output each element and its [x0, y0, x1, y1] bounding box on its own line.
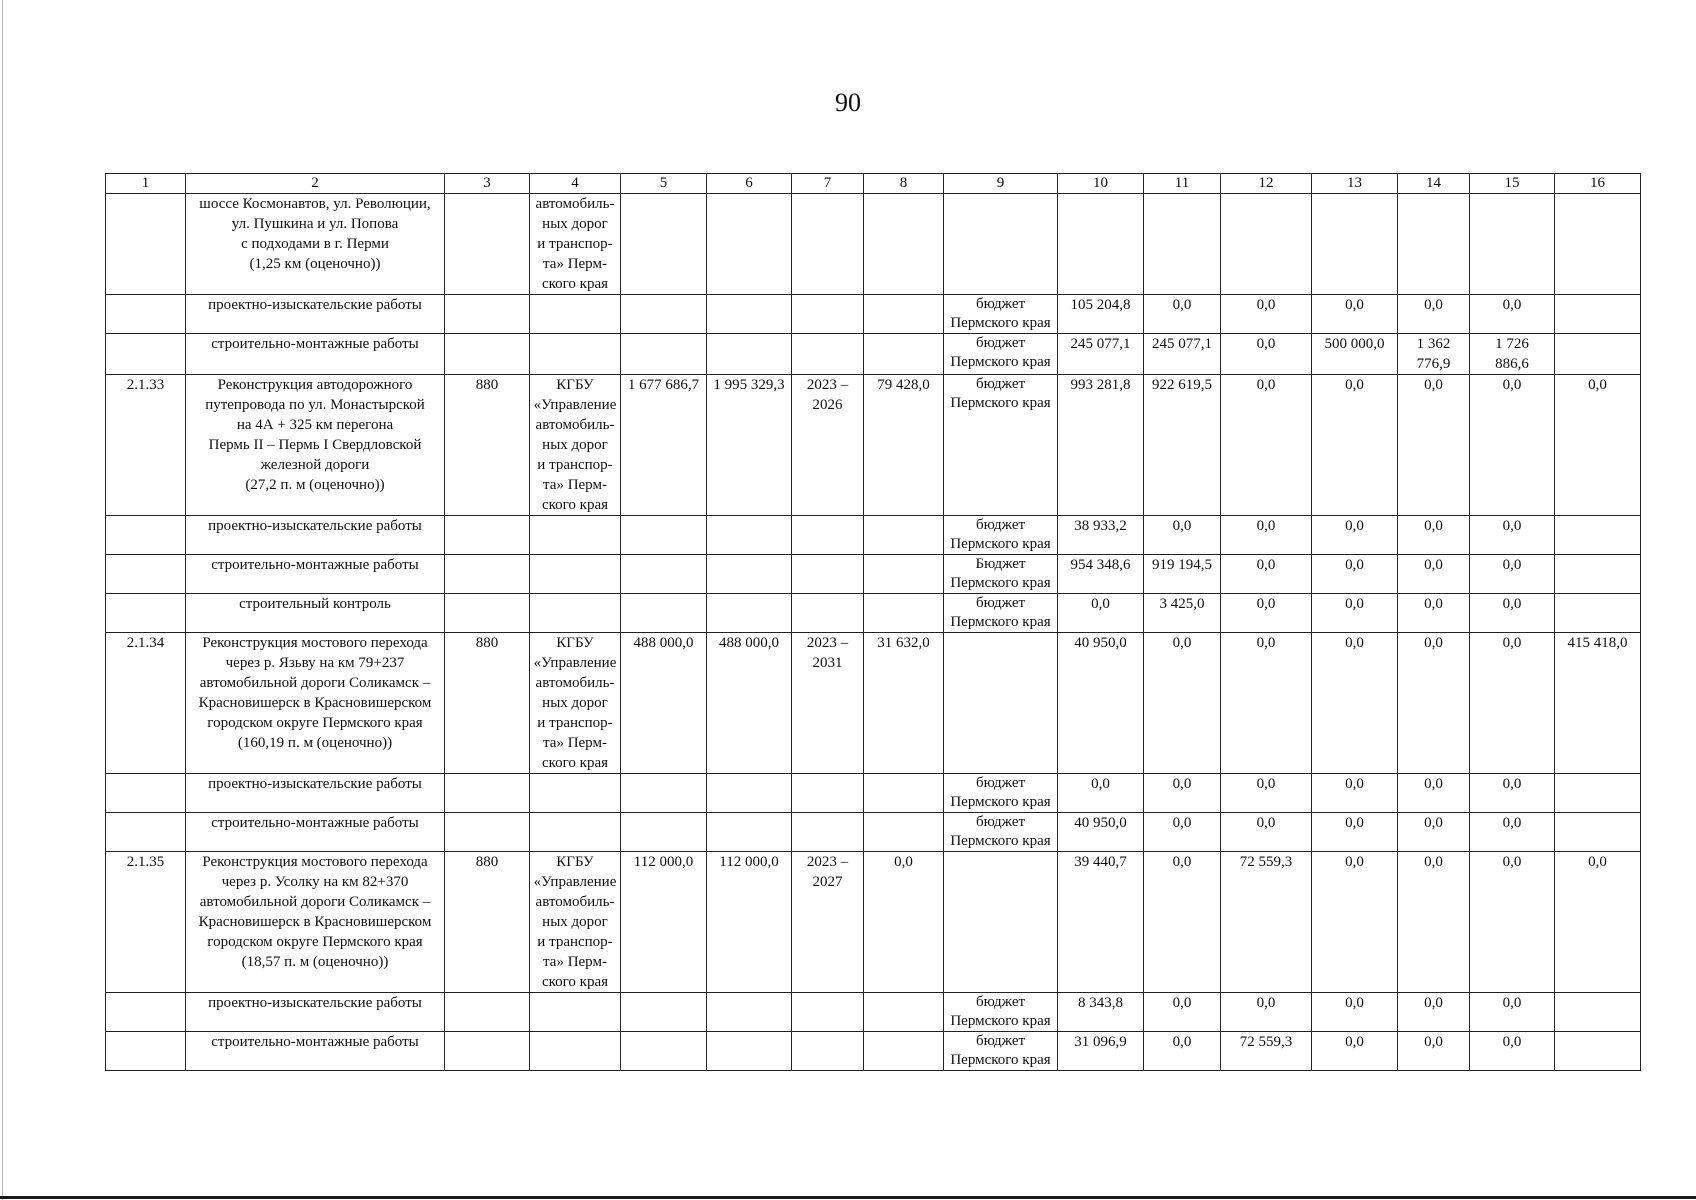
page-number: 90 — [835, 88, 861, 117]
scan-edge — [2, 0, 3, 1200]
cell-col-15: 0,0 — [1470, 1032, 1555, 1071]
cell-col-15: 0,0 — [1470, 555, 1555, 594]
table-row — [106, 516, 1641, 555]
cell-col-6 — [707, 594, 792, 633]
cell-col-2: строительно-монтажные работы — [186, 1032, 445, 1071]
cell-col-15: 0,0 — [1470, 993, 1555, 1032]
cell-col-7 — [792, 194, 864, 295]
cell-col-16 — [1555, 993, 1641, 1032]
column-header-1: 1 — [106, 174, 186, 194]
column-header-16: 16 — [1555, 174, 1641, 194]
cell-col-12: 0,0 — [1221, 375, 1312, 516]
cell-col-14: 0,0 — [1398, 993, 1470, 1032]
cell-col-2: проектно-изыскательские работы — [186, 295, 445, 334]
cell-col-9: бюджет Пермского края — [944, 516, 1058, 555]
cell-col-8 — [864, 516, 944, 555]
cell-col-5: 112 000,0 — [621, 852, 707, 993]
cell-col-9: бюджет Пермского края — [944, 1032, 1058, 1071]
cell-col-13: 0,0 — [1312, 633, 1398, 774]
cell-col-8: 0,0 — [864, 852, 944, 993]
cell-col-13: 0,0 — [1312, 852, 1398, 993]
cell-col-1 — [106, 516, 186, 555]
cell-col-5 — [621, 295, 707, 334]
cell-col-3 — [445, 194, 530, 295]
cell-col-6: 488 000,0 — [707, 633, 792, 774]
cell-col-11: 922 619,5 — [1144, 375, 1221, 516]
cell-col-10: 40 950,0 — [1058, 813, 1144, 852]
column-header-4: 4 — [530, 174, 621, 194]
column-header-9: 9 — [944, 174, 1058, 194]
table-row — [106, 375, 1641, 516]
cell-col-9 — [944, 633, 1058, 774]
cell-col-7 — [792, 594, 864, 633]
cell-col-7: 2023 – 2027 — [792, 852, 864, 993]
cell-col-16 — [1555, 1032, 1641, 1071]
table-row — [106, 1032, 1641, 1071]
cell-col-16: 0,0 — [1555, 375, 1641, 516]
cell-col-13: 0,0 — [1312, 774, 1398, 813]
cell-col-15: 0,0 — [1470, 852, 1555, 993]
cell-col-15: 0,0 — [1470, 295, 1555, 334]
cell-col-4 — [530, 594, 621, 633]
cell-col-4: автомобиль- ных дорог и транспор- та» Перм- ского края — [530, 194, 621, 295]
cell-col-16 — [1555, 194, 1641, 295]
cell-col-5 — [621, 194, 707, 295]
cell-col-10: 8 343,8 — [1058, 993, 1144, 1032]
cell-col-13: 0,0 — [1312, 555, 1398, 594]
cell-col-13: 0,0 — [1312, 1032, 1398, 1071]
cell-col-12: 72 559,3 — [1221, 1032, 1312, 1071]
cell-col-3: 880 — [445, 375, 530, 516]
cell-col-12: 0,0 — [1221, 334, 1312, 375]
cell-col-3 — [445, 1032, 530, 1071]
cell-col-11: 245 077,1 — [1144, 334, 1221, 375]
cell-col-9: бюджет Пермского края — [944, 993, 1058, 1032]
cell-col-11: 0,0 — [1144, 1032, 1221, 1071]
cell-col-12: 0,0 — [1221, 555, 1312, 594]
cell-col-6 — [707, 334, 792, 375]
cell-col-1 — [106, 774, 186, 813]
cell-col-2: Реконструкция мостового перехода через р. Язьву на км 79+237 автомобильной дороги Соликамск – Красновишерск в Красновишерском городском округе Пермского края (160,19 п. м (оценочно)) — [186, 633, 445, 774]
cell-col-1 — [106, 194, 186, 295]
cell-col-2: Реконструкция автодорожного путепровода по ул. Монастырской на 4А + 325 км перегона Пермь II – Пермь I Свердловской железной дороги (27,2 п. м (оценочно)) — [186, 375, 445, 516]
cell-col-12: 0,0 — [1221, 813, 1312, 852]
cell-col-14 — [1398, 194, 1470, 295]
cell-col-13: 0,0 — [1312, 516, 1398, 555]
cell-col-10: 993 281,8 — [1058, 375, 1144, 516]
cell-col-14: 0,0 — [1398, 633, 1470, 774]
cell-col-4: КГБУ «Управление автомобиль- ных дорог и транспор- та» Перм- ского края — [530, 375, 621, 516]
cell-col-10: 245 077,1 — [1058, 334, 1144, 375]
cell-col-15: 1 726 886,6 — [1470, 334, 1555, 375]
cell-col-4 — [530, 334, 621, 375]
cell-col-11 — [1144, 194, 1221, 295]
cell-col-5: 488 000,0 — [621, 633, 707, 774]
cell-col-1 — [106, 813, 186, 852]
cell-col-10 — [1058, 194, 1144, 295]
cell-col-5 — [621, 813, 707, 852]
cell-col-12: 0,0 — [1221, 993, 1312, 1032]
cell-col-1 — [106, 295, 186, 334]
cell-col-11: 0,0 — [1144, 813, 1221, 852]
cell-col-6: 1 995 329,3 — [707, 375, 792, 516]
cell-col-2: шоссе Космонавтов, ул. Революции, ул. Пушкина и ул. Попова с подходами в г. Перми (1,25 км (оценочно)) — [186, 194, 445, 295]
cell-col-5 — [621, 555, 707, 594]
cell-col-5: 1 677 686,7 — [621, 375, 707, 516]
cell-col-7 — [792, 1032, 864, 1071]
cell-col-14: 0,0 — [1398, 295, 1470, 334]
cell-col-5 — [621, 774, 707, 813]
cell-col-2: проектно-изыскательские работы — [186, 516, 445, 555]
cell-col-1 — [106, 1032, 186, 1071]
cell-col-8 — [864, 813, 944, 852]
cell-col-4 — [530, 813, 621, 852]
cell-col-9: бюджет Пермского края — [944, 813, 1058, 852]
cell-col-3: 880 — [445, 852, 530, 993]
cell-col-14: 0,0 — [1398, 774, 1470, 813]
cell-col-12: 0,0 — [1221, 594, 1312, 633]
cell-col-14: 1 362 776,9 — [1398, 334, 1470, 375]
cell-col-10: 38 933,2 — [1058, 516, 1144, 555]
cell-col-3 — [445, 594, 530, 633]
cell-col-9: бюджет Пермского края — [944, 295, 1058, 334]
cell-col-1 — [106, 334, 186, 375]
cell-col-16 — [1555, 334, 1641, 375]
cell-col-8 — [864, 774, 944, 813]
cell-col-7 — [792, 774, 864, 813]
cell-col-12: 0,0 — [1221, 774, 1312, 813]
cell-col-7: 2023 – 2026 — [792, 375, 864, 516]
cell-col-12 — [1221, 194, 1312, 295]
column-header-13: 13 — [1312, 174, 1398, 194]
cell-col-11: 0,0 — [1144, 516, 1221, 555]
table-row — [106, 555, 1641, 594]
cell-col-10: 0,0 — [1058, 774, 1144, 813]
cell-col-14: 0,0 — [1398, 852, 1470, 993]
cell-col-3: 880 — [445, 633, 530, 774]
cell-col-14: 0,0 — [1398, 555, 1470, 594]
cell-col-9: бюджет Пермского края — [944, 774, 1058, 813]
cell-col-1 — [106, 555, 186, 594]
cell-col-4 — [530, 1032, 621, 1071]
cell-col-9 — [944, 852, 1058, 993]
cell-col-11: 0,0 — [1144, 993, 1221, 1032]
cell-col-13: 0,0 — [1312, 993, 1398, 1032]
cell-col-8 — [864, 993, 944, 1032]
cell-col-16 — [1555, 295, 1641, 334]
column-header-3: 3 — [445, 174, 530, 194]
cell-col-3 — [445, 774, 530, 813]
cell-col-9: бюджет Пермского края — [944, 375, 1058, 516]
cell-col-11: 919 194,5 — [1144, 555, 1221, 594]
cell-col-4 — [530, 774, 621, 813]
cell-col-5 — [621, 594, 707, 633]
cell-col-2: строительно-монтажные работы — [186, 555, 445, 594]
table-row — [106, 774, 1641, 813]
cell-col-6 — [707, 993, 792, 1032]
cell-col-16 — [1555, 774, 1641, 813]
cell-col-14: 0,0 — [1398, 813, 1470, 852]
column-header-14: 14 — [1398, 174, 1470, 194]
header-row — [106, 174, 1641, 194]
cell-col-2: Реконструкция мостового перехода через р. Усолку на км 82+370 автомобильной дороги Соликамск – Красновишерск в Красновишерском городском округе Пермского края (18,57 п. м (оценочно)) — [186, 852, 445, 993]
cell-col-8 — [864, 334, 944, 375]
cell-col-11: 3 425,0 — [1144, 594, 1221, 633]
column-header-10: 10 — [1058, 174, 1144, 194]
cell-col-2: строительно-монтажные работы — [186, 334, 445, 375]
cell-col-4 — [530, 516, 621, 555]
column-header-15: 15 — [1470, 174, 1555, 194]
column-header-2: 2 — [186, 174, 445, 194]
cell-col-6 — [707, 813, 792, 852]
cell-col-7 — [792, 334, 864, 375]
cell-col-9 — [944, 194, 1058, 295]
cell-col-16 — [1555, 813, 1641, 852]
cell-col-9: бюджет Пермского края — [944, 594, 1058, 633]
cell-col-1: 2.1.34 — [106, 633, 186, 774]
cell-col-8 — [864, 194, 944, 295]
cell-col-6 — [707, 295, 792, 334]
cell-col-3 — [445, 516, 530, 555]
cell-col-4 — [530, 993, 621, 1032]
cell-col-8: 31 632,0 — [864, 633, 944, 774]
table-row — [106, 194, 1641, 295]
cell-col-4: КГБУ «Управление автомобиль- ных дорог и транспор- та» Перм- ского края — [530, 852, 621, 993]
cell-col-11: 0,0 — [1144, 774, 1221, 813]
cell-col-12: 0,0 — [1221, 633, 1312, 774]
cell-col-13: 500 000,0 — [1312, 334, 1398, 375]
cell-col-4: КГБУ «Управление автомобиль- ных дорог и транспор- та» Перм- ского края — [530, 633, 621, 774]
table-row — [106, 813, 1641, 852]
table-row — [106, 993, 1641, 1032]
cell-col-1 — [106, 594, 186, 633]
cell-col-1 — [106, 993, 186, 1032]
cell-col-13: 0,0 — [1312, 295, 1398, 334]
column-header-8: 8 — [864, 174, 944, 194]
column-header-11: 11 — [1144, 174, 1221, 194]
cell-col-6 — [707, 516, 792, 555]
table-row — [106, 633, 1641, 774]
cell-col-7 — [792, 295, 864, 334]
cell-col-11: 0,0 — [1144, 633, 1221, 774]
cell-col-6 — [707, 1032, 792, 1071]
cell-col-16: 415 418,0 — [1555, 633, 1641, 774]
cell-col-8 — [864, 1032, 944, 1071]
cell-col-16: 0,0 — [1555, 852, 1641, 993]
cell-col-14: 0,0 — [1398, 1032, 1470, 1071]
cell-col-8: 79 428,0 — [864, 375, 944, 516]
cell-col-8 — [864, 295, 944, 334]
cell-col-11: 0,0 — [1144, 852, 1221, 993]
cell-col-5 — [621, 334, 707, 375]
cell-col-3 — [445, 993, 530, 1032]
cell-col-8 — [864, 555, 944, 594]
cell-col-10: 40 950,0 — [1058, 633, 1144, 774]
cell-col-10: 954 348,6 — [1058, 555, 1144, 594]
cell-col-7 — [792, 813, 864, 852]
cell-col-9: бюджет Пермского края — [944, 334, 1058, 375]
cell-col-10: 0,0 — [1058, 594, 1144, 633]
cell-col-10: 105 204,8 — [1058, 295, 1144, 334]
cell-col-15 — [1470, 194, 1555, 295]
cell-col-2: проектно-изыскательские работы — [186, 993, 445, 1032]
table-row — [106, 334, 1641, 375]
cell-col-2: строительно-монтажные работы — [186, 813, 445, 852]
cell-col-15: 0,0 — [1470, 594, 1555, 633]
cell-col-16 — [1555, 555, 1641, 594]
cell-col-16 — [1555, 516, 1641, 555]
column-header-5: 5 — [621, 174, 707, 194]
cell-col-6 — [707, 774, 792, 813]
cell-col-13: 0,0 — [1312, 375, 1398, 516]
cell-col-13: 0,0 — [1312, 594, 1398, 633]
cell-col-13: 0,0 — [1312, 813, 1398, 852]
cell-col-7: 2023 – 2031 — [792, 633, 864, 774]
cell-col-14: 0,0 — [1398, 516, 1470, 555]
cell-col-6 — [707, 555, 792, 594]
cell-col-10: 39 440,7 — [1058, 852, 1144, 993]
column-header-6: 6 — [707, 174, 792, 194]
cell-col-5 — [621, 993, 707, 1032]
budget-table — [105, 173, 1641, 1071]
table-body — [106, 194, 1641, 1071]
cell-col-2: строительный контроль — [186, 594, 445, 633]
cell-col-15: 0,0 — [1470, 774, 1555, 813]
cell-col-15: 0,0 — [1470, 375, 1555, 516]
cell-col-7 — [792, 993, 864, 1032]
table-row — [106, 594, 1641, 633]
cell-col-12: 0,0 — [1221, 295, 1312, 334]
cell-col-16 — [1555, 594, 1641, 633]
cell-col-6 — [707, 194, 792, 295]
cell-col-3 — [445, 813, 530, 852]
cell-col-2: проектно-изыскательские работы — [186, 774, 445, 813]
column-header-12: 12 — [1221, 174, 1312, 194]
table-row — [106, 852, 1641, 993]
cell-col-15: 0,0 — [1470, 813, 1555, 852]
cell-col-15: 0,0 — [1470, 516, 1555, 555]
cell-col-6: 112 000,0 — [707, 852, 792, 993]
cell-col-8 — [864, 594, 944, 633]
cell-col-3 — [445, 295, 530, 334]
cell-col-7 — [792, 555, 864, 594]
column-header-7: 7 — [792, 174, 864, 194]
cell-col-9: Бюджет Пермского края — [944, 555, 1058, 594]
cell-col-14: 0,0 — [1398, 375, 1470, 516]
cell-col-12: 0,0 — [1221, 516, 1312, 555]
cell-col-10: 31 096,9 — [1058, 1032, 1144, 1071]
cell-col-13 — [1312, 194, 1398, 295]
cell-col-14: 0,0 — [1398, 594, 1470, 633]
cell-col-4 — [530, 555, 621, 594]
cell-col-12: 72 559,3 — [1221, 852, 1312, 993]
cell-col-7 — [792, 516, 864, 555]
cell-col-4 — [530, 295, 621, 334]
cell-col-11: 0,0 — [1144, 295, 1221, 334]
cell-col-15: 0,0 — [1470, 633, 1555, 774]
cell-col-5 — [621, 516, 707, 555]
cell-col-3 — [445, 555, 530, 594]
cell-col-5 — [621, 1032, 707, 1071]
cell-col-3 — [445, 334, 530, 375]
table-row — [106, 295, 1641, 334]
cell-col-1: 2.1.35 — [106, 852, 186, 993]
cell-col-1: 2.1.33 — [106, 375, 186, 516]
bottom-frame-line — [0, 1196, 1696, 1199]
